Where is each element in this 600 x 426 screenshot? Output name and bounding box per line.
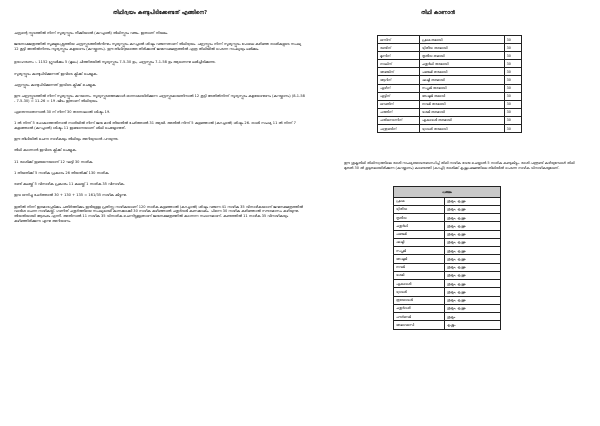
table-cell: അഞ്ചിന് [378, 68, 420, 76]
table-cell: ശുക്ലം, കൃഷ്ണം [445, 271, 501, 279]
article [14, 10, 306, 230]
table-cell: ശുക്ലം, കൃഷ്ണം [445, 214, 501, 222]
table-row [394, 321, 501, 329]
paragraph: ഇതിൽ നിന്ന് ഇരമാരപ്പടിക്കം ചതിർത്തിക്കം ഇരിയുള്ള പ്രതിസ്സ നാഴികയാണ് 120 നാഴിക കളഞ്ഞാൽ (കറച്ചാൽ) ശിഷ്ടം വരുന്ന 41 നാഴിക 35 വിനാഴികയാണ് ജന്മനക്ഷത്രത്തിൽ വാരിശ ചെന്ന നാഴികയ്ക്ക്. ഗണിത് ചതുർത്തിയെ സംഖ്യമായി കണക്കാക്കി 30 നാഴിക കഴിഞ്ഞാൽ ചതുർദശി കണക്കാകും. പിന്നെ 30 നാഴിക കഴിഞ്ഞാൽ സൗരമാസം കഴിയുന്നു. തിയതിയായി ആരംഭം എന്നീ. അതിനാൽ 11 നാഴിക 35 വിനാഴിക ചെന്നിട്ടുള്ളതാണ് ജന്മനക്ഷത്രത്തിൽ കാണന്ന സ്ഥാനമാണ്. കണ്ടത്തിൽ 11 നാഴിക 35 വിനാഴികയും കഴിഞ്ഞിരിക്കുന്ന എന്നു അറിയണം. [14, 204, 303, 223]
table-cell: ശുക്ലം, കൃഷ്ണം [445, 247, 501, 255]
paragraph: ജന്മനാക്ഷത്രത്തിൽ സൂക്ഷ്മപ്പെട്ടുത്തിയ ചന്ദ്രസ്ഫുടത്തിൽനിന്നും സൂര്യസ്ഫുടം കറച്ചാൽ ശിഷ്ടം വരുന്നതാണ് തിഥിദ്വയം. ചന്ദ്രസ്ഫുടം നിന്ന് സൂര്യസ്ഫുടം പോലെ കഴിഞ്ഞ രാശികളുടെ സംഖ്യ 12 കൂട്ടി അതിൽനിന്നും സൂര്യസ്ഫുടം കളയണം (കറയ്ക്കണം). ഈ തിഥിദ്വയത്തെ തിരിക്കണ്ട് ജന്മനാക്ഷത്രത്തിൽ എത്ര തിഥിയിൽ പെടന്ന സംഖ്യയും ലഭിക്കും. [14, 41, 302, 51]
table-row [394, 205, 501, 213]
table-cell: മൂന്നിന് [378, 52, 420, 60]
table-row [378, 44, 522, 52]
table-cell: സപ്തമി [394, 247, 445, 255]
table-cell: ഷഷ്ഠി [394, 238, 445, 246]
table-cell: ശുക്ലം, കൃഷ്ണം [445, 304, 501, 312]
table-row [394, 238, 501, 246]
table-cell: ശുക്ലം, കൃഷ്ണം [445, 255, 501, 263]
table-cell: ചതുർഥി [394, 222, 445, 230]
table-row [394, 304, 501, 312]
table-cell: ദശമി തരമായി [419, 108, 504, 116]
table-cell: ശുക്ലം, കൃഷ്ണം [445, 197, 501, 205]
table-cell: ശുക്ലം, കൃഷ്ണം [445, 296, 501, 304]
table-cell: പത്തിന് [378, 108, 420, 116]
table-cell: രണ്ടിന് [378, 44, 420, 52]
table-cell: 30 [504, 116, 521, 124]
paragraph: 1 ൽ നിന്ന് 5 പോകാത്തതിനാൽ നാരിയിൽ നിന്ന് ജന്മ മാരി തിയതിൽ ചേർത്താൽ 31 ആയി. അതിൽ നിന്ന് 5 കളഞ്ഞാൽ (കറച്ചാൽ) ശിഷ്ടം 26. രാശി സംഖ്യ 11 ൽ നിന്ന് 7 കളഞ്ഞാൽ (കറച്ചാൽ) ശിഷ്ടം 11 ഇങ്ങനെയാണ് ശിഥി ചെയ്യേണ്ടത്. [14, 121, 296, 130]
table-cell: 30 [504, 76, 521, 84]
table-row [394, 296, 501, 304]
table-cell: അമാവാസി [394, 321, 445, 329]
table-cell: ഏഴിന് [378, 84, 420, 92]
table-cell: കൃഷ്ണം [445, 321, 501, 329]
paragraph: ഈ ചന്ദ്രസ്ഫുടത്തിൽ നിന്ന് സൂര്യസ്ഫുടം കുറയണം. സൂര്യസ്ഫുടത്തേക്കാൾ ഓന്നാമായിരിക്കുന്ന ചന്ദ്രസ്ഫുടമായതിനാൽ 12 കൂട്ടി അതിൽനിന്ന് സൂര്യസ്ഫുടം കളയേണ്ടണം (കറയ്ക്കണം) (8-1-58 - 7-5-30) = 11-26 = 19 ഷിടം ഇതാണ് തിഥിദ്വയം. [14, 94, 305, 103]
table-row [394, 255, 501, 263]
tithi-section-title: തിഥി കാണാൻ [421, 10, 456, 16]
paragraph: ഇവ ഒന്നിച്ചു ചേർത്താൽ 30 + 130 + 135 = 161/35 നാഴിക കിട്ടുന്നു. [14, 193, 128, 198]
paksha-table-header: പക്ഷം [394, 187, 501, 198]
table-cell: ശുക്ലം [445, 313, 501, 321]
table-cell: 30 [504, 108, 521, 116]
table-cell: ഒമ്പതിന് [378, 100, 420, 108]
table-cell: ശുക്ലം, കൃഷ്ണം [445, 205, 501, 213]
table-cell: പന്ത്രണ്ടിന് [378, 125, 420, 133]
table-cell: 30 [504, 60, 521, 68]
paksha-table [393, 186, 501, 330]
table-row [394, 214, 501, 222]
table-cell: നവമി [394, 263, 445, 271]
table-row [394, 197, 501, 205]
paragraph: 1 തിയതിക്ക് 5 നാഴിക പ്രകാരം 26 തിയതിക്ക് 130 നാഴിക. [14, 170, 110, 175]
table-cell: ശുക്ലം, കൃഷ്ണം [445, 222, 501, 230]
table-row [394, 222, 501, 230]
table-cell: പതിനൊന്നിന് [378, 116, 420, 124]
table-cell: 30 [504, 125, 521, 133]
table-row [394, 280, 501, 288]
table-cell: ചതുർദശി [394, 304, 445, 312]
table-cell: ആറിന് [378, 76, 420, 84]
table-cell: തൃതീയ തമായി [419, 52, 504, 60]
table-row [394, 230, 501, 238]
table-cell: 30 [504, 100, 521, 108]
table-cell: 30 [504, 68, 521, 76]
tithi-note: ഈ ശുക്ലതിഥി തിഥിസ്വത്തിലെ രാശി സംഖ്യയോടനുബന്ധിച്ച് തിഥി നാഴിക വേരു ചെയ്താൽ 5 നാഴിക കണ്ടുകിട്ടും. രാശി പന്ത്രണ്ട് കഴിയുമ്പോൾ തിഥി മുതൽ 30 ൽ കൂടുതലായിരിക്കുന്ന (കറയ്ക്കണം) കണ്ടെത്തി (കറച്ചി) രാശിക്ക് കൃഷ്ണപക്ഷത്തിലെ തിഥിയിൽ പെടന്ന നാഴിക വിനാഴികയുമാണ്. [344, 161, 575, 170]
article-title: തിഥിദ്വയം കണ്ടുപിടിക്കേണ്ടത് എങ്ങിനെ? [112, 10, 208, 16]
table-cell: ദ്വിതീയ [394, 205, 445, 213]
table-cell: നാലിന് [378, 60, 420, 68]
table-row [394, 313, 501, 321]
table-cell: ശുക്ലം, കൃഷ്ണം [445, 230, 501, 238]
table-cell: 30 [504, 84, 521, 92]
table-cell: ദ്വാദശി തരമായി [419, 125, 504, 133]
table-cell: 30 [504, 92, 521, 100]
table-cell: ദ്വിതീയ തരമായി [419, 44, 504, 52]
table-row [378, 60, 522, 68]
table-cell: ഏകാദശി തരമായി [419, 116, 504, 124]
table-cell: ത്രയോദശി [394, 296, 445, 304]
table-cell: ശുക്ലം, കൃഷ്ണം [445, 263, 501, 271]
table-row [394, 288, 501, 296]
table-row [378, 76, 522, 84]
table-row [378, 36, 522, 44]
table-row [394, 263, 501, 271]
paragraph-link[interactable]: തിഥി കാണാൻ ഇവിടെ ക്ലിക്ക് ചെയ്യുക. [14, 148, 77, 153]
paragraph-link[interactable]: ചന്ദ്രസ്ഫുടം കണ്ടുപിടിക്കുന്നത് ഇവിടെ ക്ലിക്ക് ചെയ്യുക. [14, 82, 97, 87]
table-cell: 30 [504, 44, 521, 52]
table-cell: ഏകാദശി [394, 280, 445, 288]
paragraph: ഏതെന്നതെന്നാൽ 30 ന് നിന്ന് 30 തരനാലാൽ ശിഷ്ടം 19. [14, 109, 111, 114]
paragraph-link[interactable]: സൂര്യസ്ഫുടം കണ്ടുപിടിക്കുന്നത് ഇവിടെ ക്ലിക്ക് ചെയ്യുക. [14, 71, 98, 76]
table-row [378, 52, 522, 60]
table-cell: ഷഷ്ഠി തരമായി [419, 76, 504, 84]
table-row [378, 100, 522, 108]
table-row [394, 271, 501, 279]
table-row [378, 92, 522, 100]
paragraph: ഉദാഹരണം :- 1152 ഗ്രൂഢിക്കം 5 (മൂലം) ചിത്തിരയിൽ സൂര്യസ്ഫുടം 7-5-30 ഉം, ചന്ദ്രസ്ഫുടം 7-1-58 ഉം ആണെന്നു ലഭിച്ചിരിക്കുന്നു. [14, 60, 216, 65]
paragraph: 11 രാശിക്ക് ഇങ്ങനെയാണ് 12 ഘട്ടി 30 നാഴിക. [14, 159, 94, 164]
table-cell: പൗർണമി [394, 313, 445, 321]
table-cell: 30 [504, 52, 521, 60]
table-cell: ദ്വാദശി [394, 288, 445, 296]
table-cell: 30 [504, 36, 521, 44]
table-cell: എട്ടിന് [378, 92, 420, 100]
table-cell: പ്രഥമ [394, 197, 445, 205]
table-cell: ഒന്നിന് [378, 36, 420, 44]
table-cell: സപ്തമി തരമായി [419, 84, 504, 92]
table-row [378, 84, 522, 92]
table-cell: അഷ്ടമി [394, 255, 445, 263]
table-cell: പഞ്ചമി തരമായി [419, 68, 504, 76]
table-cell: അഷ്ടമി തമായി [419, 92, 504, 100]
table-cell: പഞ്ചമി [394, 230, 445, 238]
table-row [378, 108, 522, 116]
tithi-table [377, 35, 522, 133]
table-row [378, 125, 522, 133]
table-row [378, 68, 522, 76]
table-row [394, 247, 501, 255]
paragraph: ഈ തിഥിയിൽ ചെന്ന നാഴികയും തിഥിയും അറിയുവാൻ പറയുന്നു. [14, 137, 119, 142]
table-cell: ശുക്ലം, കൃഷ്ണം [445, 280, 501, 288]
table-row [378, 116, 522, 124]
table-cell: ശുക്ലം, കൃഷ്ണം [445, 288, 501, 296]
table-cell: ദശമി [394, 271, 445, 279]
table-cell: ചതുർഥി തരമായി [419, 60, 504, 68]
paragraph: രണ്ട് കലയ്ക്ക് 5 വിനാഴിക പ്രകാരം 11 കലയ്ക്ക് 1 നാഴിക 35 വിനാഴിക. [14, 182, 125, 187]
table-cell: പ്രഥമ തമായി [419, 36, 504, 44]
paragraph: ചന്ദ്രന്റെ സ്ഫുടത്തിൽ നിന്ന് സൂര്യസ്ഫുടം നീക്കിയാൽ (കറച്ചാൽ) തിഥിസ്ഫുടം വരും. ഇതാണ് നിയമം. [14, 30, 169, 35]
table-cell: നവമി തരമായി [419, 100, 504, 108]
table-cell: തൃതീയ [394, 214, 445, 222]
table-cell: ശുക്ലം, കൃഷ്ണം [445, 238, 501, 246]
